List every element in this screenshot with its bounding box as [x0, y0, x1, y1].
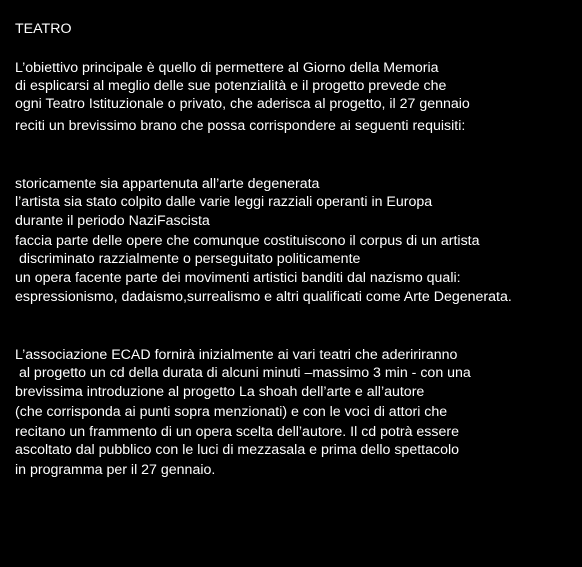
intro-line: di esplicarsi al meglio delle sue potenzialità e il progetto prevede che	[15, 78, 447, 94]
ecad-line: recitano un frammento di un opera scelta dell’autore. Il cd potrà essere	[15, 424, 459, 440]
ecad-line: ascoltato dal pubblico con le luci di mezzasala e prima dello spettacolo	[15, 442, 460, 458]
requirement-line: espressionismo, dadaismo,surrealismo e altri qualificati come Arte Degenerata.	[15, 289, 512, 305]
requirement-line: un opera facente parte dei movimenti artistici banditi dal nazismo quali:	[15, 270, 461, 286]
ecad-line: L’associazione ECAD fornirà inizialmente ai vari teatri che adeririranno	[15, 347, 458, 363]
ecad-line: al progetto un cd della durata di alcuni minuti –massimo 3 min - con una	[15, 365, 471, 381]
page-title: TEATRO	[15, 21, 72, 37]
requirement-line: storicamente sia appartenuta all’arte degenerata	[15, 176, 320, 192]
requirement-line: l’artista sia stato colpito dalle varie leggi razziali operanti in Europa	[15, 194, 433, 210]
requirement-line: discriminato razzialmente o perseguitato politicamente	[15, 251, 361, 267]
ecad-line: in programma per il 27 gennaio.	[15, 462, 216, 478]
ecad-line: brevissima introduzione al progetto La shoah dell’arte e all’autore	[15, 384, 425, 400]
intro-line: L’obiettivo principale è quello di permettere al Giorno della Memoria	[15, 60, 439, 76]
requirement-line: faccia parte delle opere che comunque costituiscono il corpus di un artista	[15, 233, 480, 249]
intro-line: reciti un brevissimo brano che possa corrispondere ai seguenti requisiti:	[15, 118, 466, 134]
ecad-line: (che corrisponda ai punti sopra menzionati) e con le voci di attori che	[15, 404, 448, 420]
requirement-line: durante il periodo NaziFascista	[15, 213, 210, 229]
intro-line: ogni Teatro Istituzionale o privato, che aderisca al progetto, il 27 gennaio	[15, 96, 470, 112]
